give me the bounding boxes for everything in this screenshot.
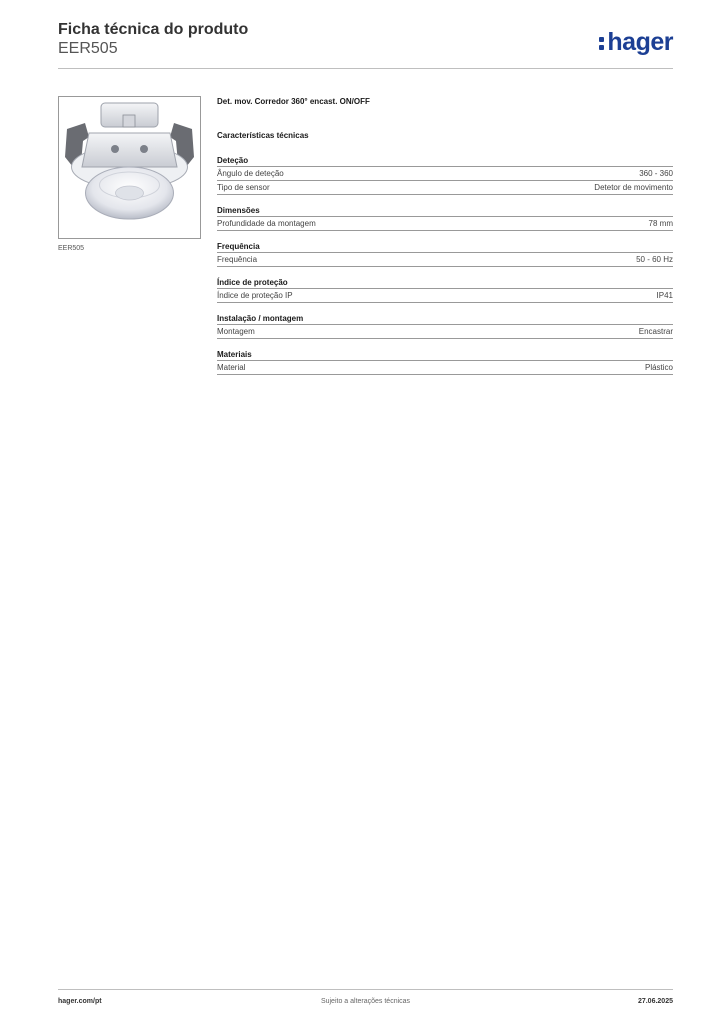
spec-row [217,289,673,303]
spec-row [217,325,673,339]
motion-detector-icon [59,97,200,238]
product-name: Det. mov. Corredor 360° encast. ON/OFF [217,97,370,106]
footer [58,998,673,1010]
spec-row [217,253,673,267]
spec-group-title: Dimensões [217,205,673,217]
footer-divider [58,989,673,990]
product-image [58,96,201,239]
spec-label: Índice de proteção IP [217,291,293,300]
spec-group-title: Materiais [217,349,673,361]
spec-value: Plástico [644,363,673,372]
logo-text: hager [607,28,673,56]
footer-website-link[interactable]: hager.com/pt [58,998,102,1005]
spec-group [217,277,673,303]
product-image-caption: EER505 [58,245,85,252]
section-heading: Características técnicas [217,131,309,140]
spec-label: Tipo de sensor [217,183,270,192]
spec-group [217,313,673,339]
spec-row [217,217,673,231]
product-code: EER505 [58,40,118,57]
spec-group [217,241,673,267]
spec-row [217,361,673,375]
spec-value: IP41 [656,291,673,300]
footer-date: 27.06.2025 [637,998,673,1005]
spec-group-title: Frequência [217,241,673,253]
spec-value: 50 - 60 Hz [636,255,673,264]
spec-row [217,167,673,181]
hager-logo [599,28,673,56]
spec-label: Montagem [217,327,255,336]
spec-value: 78 mm [648,219,673,228]
spec-value: Encastrar [638,327,673,336]
spec-label: Profundidade da montagem [217,219,316,228]
spec-group-title: Deteção [217,155,673,167]
spec-group [217,349,673,375]
logo-dots-icon [599,28,605,56]
spec-content [217,96,673,375]
spec-group-title: Índice de proteção [217,277,673,289]
spec-label: Ângulo de deteção [217,169,284,178]
footer-note: Sujeito a alterações técnicas [320,998,411,1005]
page-title: Ficha técnica do produto [58,21,249,38]
spec-group-title: Instalação / montagem [217,313,673,325]
spec-value: Detetor de movimento [594,183,673,192]
spec-group [217,205,673,231]
spec-value: 360 - 360 [639,169,673,178]
spec-row [217,181,673,195]
spec-group [217,155,673,195]
header [58,20,673,70]
spec-label: Frequência [217,255,258,264]
header-divider [58,68,673,69]
spec-label: Material [217,363,246,372]
